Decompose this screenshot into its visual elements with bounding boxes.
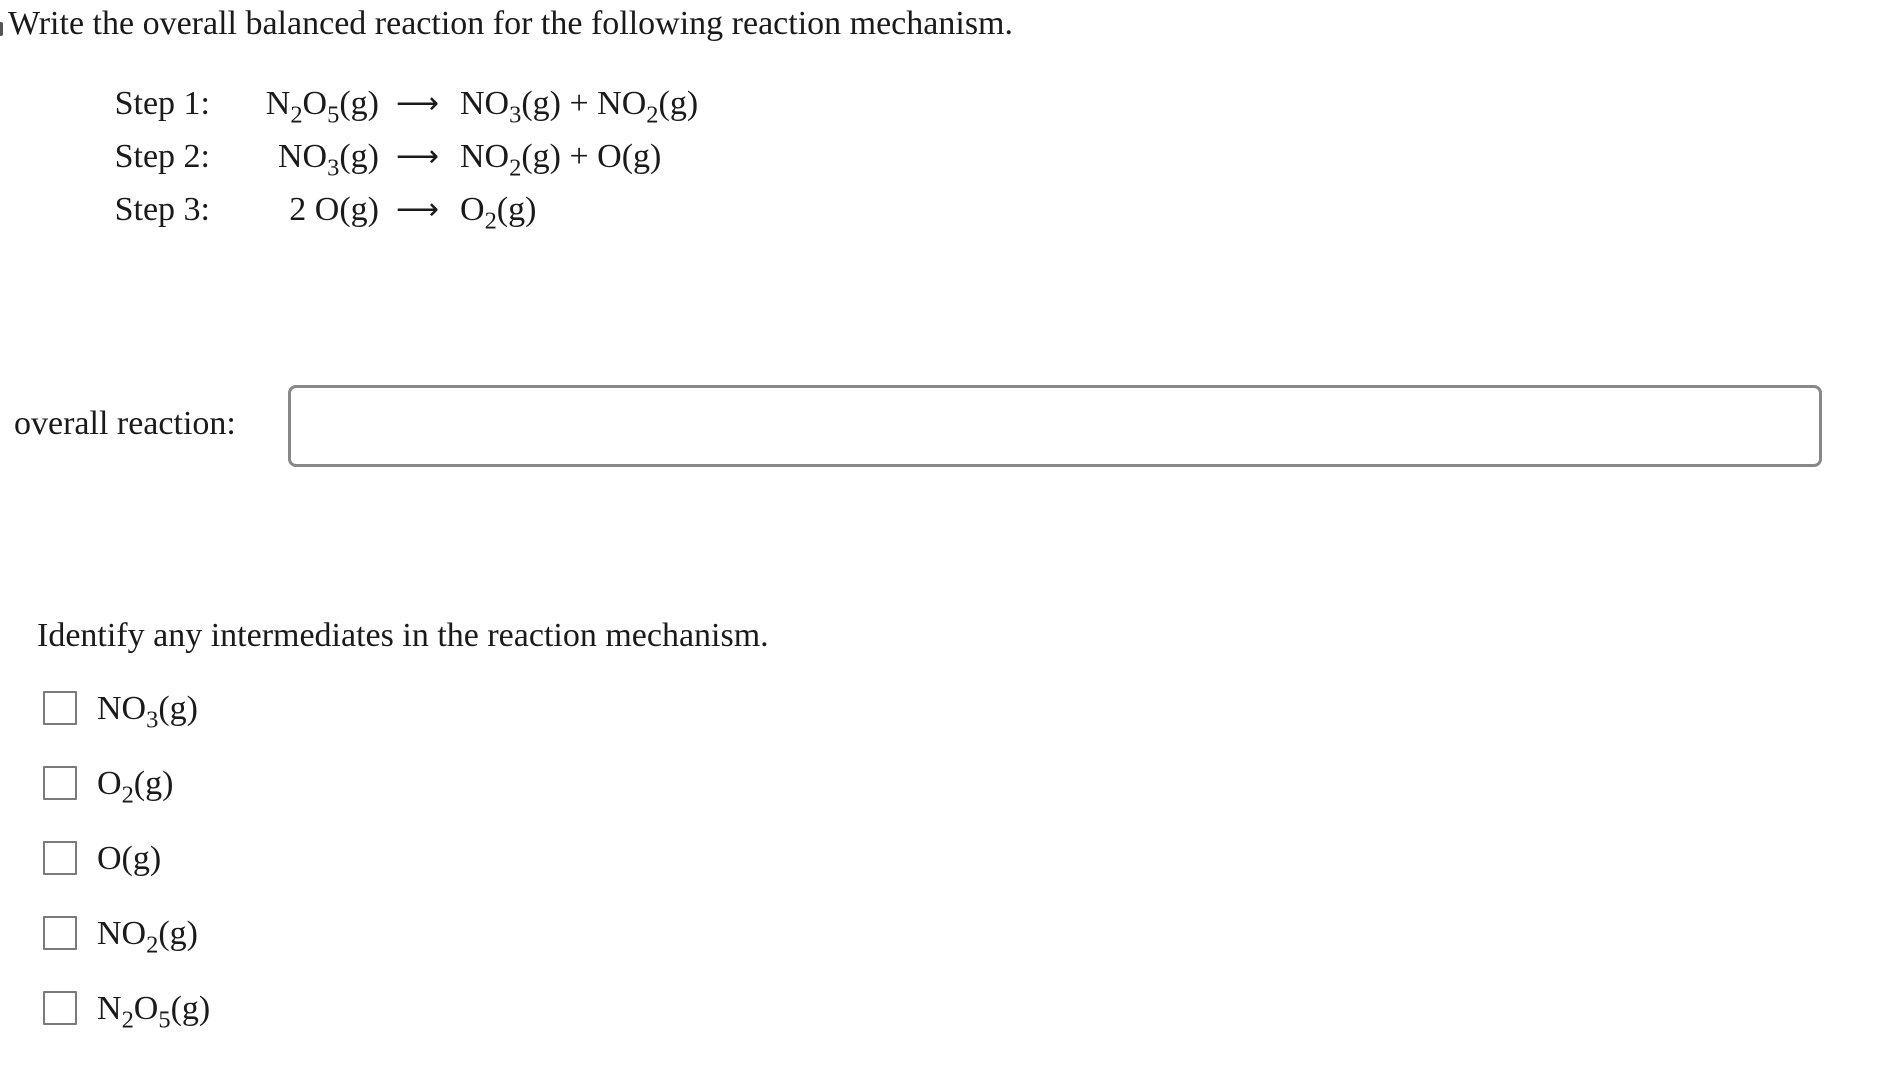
step-reactant: $N_2O_5(g)$ [265,85,379,129]
checkbox[interactable] [43,841,77,875]
option-label[interactable]: $N_2O_5(g)$ [97,990,211,1034]
overall-reaction-input[interactable] [288,385,1822,467]
edge-marker [0,22,3,36]
step-reactant: 2 O(g) [289,191,379,228]
option-label[interactable]: $O_2(g)$ [97,765,174,809]
overall-reaction-label: overall reaction: [14,405,236,442]
reaction-arrow: ⟶ [396,139,440,174]
intermediates-question: Identify any intermediates in the reaction mechanism. [37,617,769,654]
checkbox[interactable] [43,691,77,725]
option-label[interactable]: $NO_2(g)$ [97,915,198,959]
option-label[interactable]: O(g) [97,840,162,877]
checkbox[interactable] [43,991,77,1025]
step-label: Step 2: [114,138,210,175]
step-product: $NO_2(g) + O(g)$ [460,138,662,182]
option-label[interactable]: $NO_3(g)$ [97,690,198,734]
reaction-arrow: ⟶ [396,192,440,227]
question-prompt: Write the overall balanced reaction for the following reaction mechanism. [8,5,1013,42]
step-reactant: $NO_3(g)$ [278,138,379,182]
step-product: $O_2(g)$ [460,191,537,235]
reaction-arrow: ⟶ [396,86,440,121]
checkbox[interactable] [43,766,77,800]
checkbox[interactable] [43,916,77,950]
step-product: $NO_3(g) + NO_2(g)$ [460,85,699,129]
step-label: Step 1: [114,85,210,122]
step-label: Step 3: [114,191,210,228]
